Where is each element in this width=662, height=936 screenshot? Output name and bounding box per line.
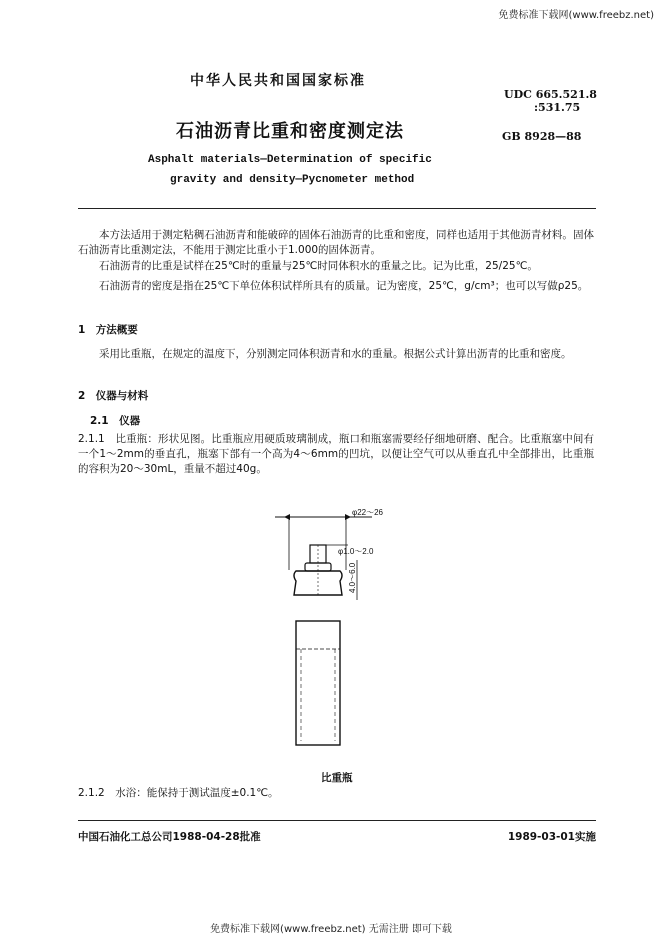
bottle-body (296, 621, 340, 745)
section-1-heading: 1 方法概要 (78, 324, 138, 336)
watermark-top: 免费标准下载网(www.freebz.net) (498, 10, 654, 21)
watermark-bottom: 免费标准下载网(www.freebz.net) 无需注册 即可下载 (210, 924, 452, 935)
intro-paragraph-2: 石油沥青的比重是试样在25℃时的重量与25℃时同体积水的重量之比。记为比重，25/25℃。 (99, 260, 538, 272)
udc-code (504, 88, 597, 114)
figure-caption: 比重瓶 (321, 772, 353, 784)
gb-number: GB 8928—88 (502, 130, 582, 143)
footer-divider (78, 820, 596, 821)
section-2-heading: 2 仪器与材料 (78, 390, 149, 402)
paragraph-2-1-2: 2.1.2 水浴：能保持于测试温度±0.1℃。 (78, 787, 279, 799)
paragraph-2-1-1: 2.1.1 比重瓶：形状见图。比重瓶应用硬质玻璃制成，瓶口和瓶塞需要经仔细地研磨、配合。比重瓶塞中间有一个1～2mm的垂直孔，瓶塞下部有一个高为4～6mm的凹坑，以便让空气可以从垂直孔中全部排出，比重瓶的容积为20～30mL，重量不超过40g。 (78, 433, 594, 475)
standard-organization: 中华人民共和国国家标准 (190, 73, 366, 89)
hole-diameter-label: φ1.0～2.0 (338, 547, 374, 556)
document-title: 石油沥青比重和密度测定法 (176, 121, 404, 142)
english-title-line-1: Asphalt materials—Determination of specific (148, 154, 432, 166)
section-1-body: 采用比重瓶，在规定的温度下，分别测定同体积沥青和水的重量。根据公式计算出沥青的比重和密度。 (99, 348, 572, 360)
intro-paragraph-1: 本方法适用于测定粘稠石油沥青和能破碎的固体石油沥青的比重和密度，同样也适用于其他沥青材料。固体石油沥青比重测定法，不能用于测定比重小于1.000的固体沥青。 (78, 229, 594, 256)
subsection-2-1-heading: 2.1 仪器 (90, 415, 141, 427)
english-title-line-2: gravity and density—Pycnometer method (170, 174, 415, 186)
diameter-label: φ22～26 (352, 508, 383, 517)
approval-date: 中国石油化工总公司1988-04-28批准 (78, 831, 261, 843)
udc-line-2: :531.75 (534, 101, 581, 114)
udc-line-1: UDC 665.521.8 (504, 88, 597, 101)
pycnometer-figure (260, 505, 400, 750)
effective-date: 1989-03-01实施 (507, 831, 596, 843)
depth-label: 4.0～6.0 (348, 562, 357, 593)
header-divider (78, 208, 596, 209)
english-title (148, 150, 448, 190)
intro-paragraph-3: 石油沥青的密度是指在25℃下单位体积试样所具有的质量。记为密度，25℃，g/cm³；也可以写做ρ25。 (99, 280, 589, 292)
